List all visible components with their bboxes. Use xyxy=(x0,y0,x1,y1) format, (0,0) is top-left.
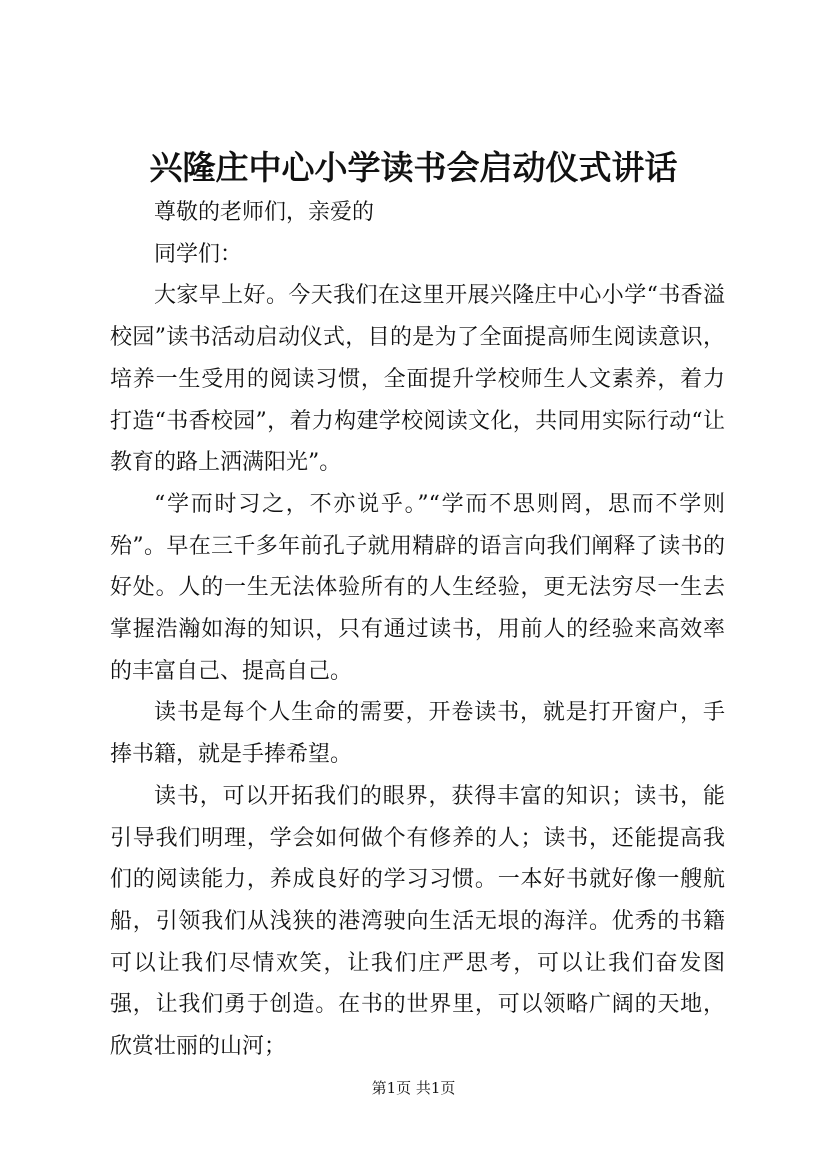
paragraph-reading-need: 读书是每个人生命的需要，开卷读书，就是打开窗户，手捧书籍，就是手捧希望。 xyxy=(110,700,725,768)
paragraph-reading-benefits: 读书，可以开拓我们的眼界，获得丰富的知识；读书，能引导我们明理，学会如何做个有修养的人；读书，还能提高我们的阅读能力，养成良好的学习习惯。一本好书就好像一艘航船，引领我们从浅狭的港湾驶向生活无垠的海洋。优秀的书籍可以让我们尽情欢笑，让我们庄严思考，可以让我们奋发图强，让我们勇于创造。在书的世界里，可以领略广阔的天地，欣赏壮丽的山河； xyxy=(110,783,725,1060)
salutation-line-1: 尊敬的老师们，亲爱的 xyxy=(154,200,375,225)
paragraph-confucius-quote: “学而时习之，不亦说乎。”“学而不思则罔，思而不学则殆”。早在三千多年前孔子就用精辟的语言向我们阐释了读书的好处。人的一生无法体验所有的人生经验，更无法穷尽一生去掌握浩瀚如海的知识，只有通过读书，用前人的经验来高效率的丰富自己、提高自己。 xyxy=(110,491,725,684)
page-number-footer: 第1页 共1页 xyxy=(371,1079,456,1097)
document-title: 兴隆庄中心小学读书会启动仪式讲话 xyxy=(149,148,678,187)
document-body xyxy=(110,192,725,1068)
salutation-line-2: 同学们： xyxy=(154,241,243,267)
paragraph-greeting: 大家早上好。今天我们在这里开展兴隆庄中心小学“书香溢校园”读书活动启动仪式，目的是为了全面提高师生阅读意识，培养一生受用的阅读习惯，全面提升学校师生人文素养，着力打造“书香校园”，着力构建学校阅读文化，共同用实际行动“让教育的路上洒满阳光”。 xyxy=(110,283,725,476)
